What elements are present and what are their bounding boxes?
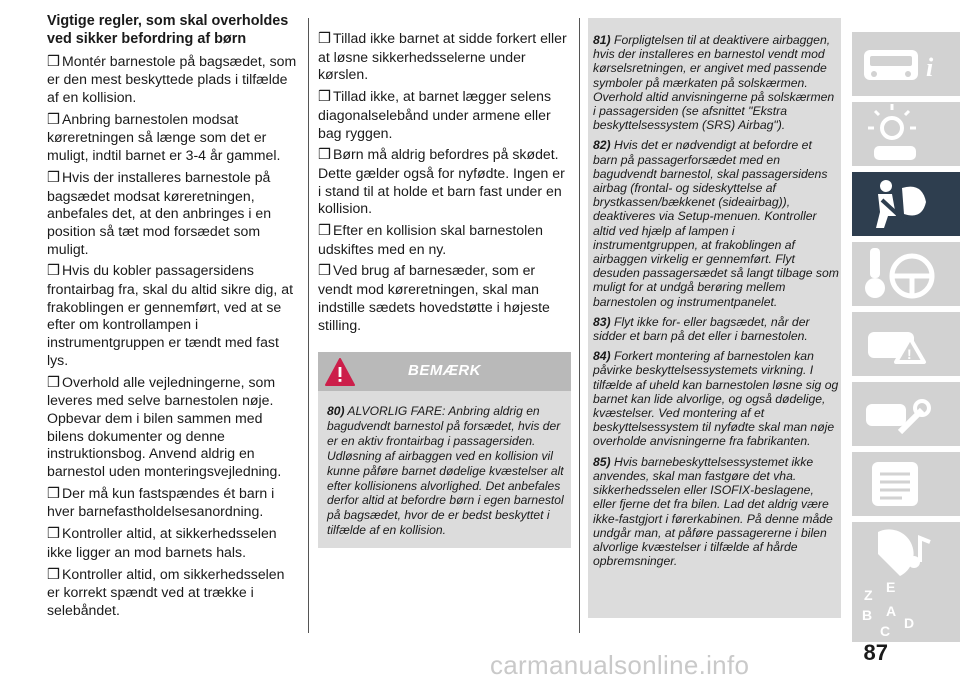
bullet-box-icon: ❒	[47, 53, 60, 70]
bullet-box-icon: ❒	[47, 111, 60, 128]
column-divider	[579, 18, 580, 633]
bullet-text: Tillad ikke, at barnet lægger selens diagonalselebånd under armene eller bag ryggen.	[318, 88, 552, 141]
svg-text:C: C	[880, 623, 891, 639]
tab-warning[interactable]	[852, 312, 960, 376]
note-body	[327, 404, 565, 538]
footnote-number: 84)	[593, 349, 611, 364]
bullet-item	[318, 146, 571, 218]
tab-maintenance[interactable]	[852, 382, 960, 446]
svg-text:E: E	[886, 579, 896, 595]
bullet-item	[47, 525, 299, 561]
svg-text:!: !	[907, 346, 912, 362]
note-title: BEMÆRK	[408, 362, 481, 379]
tab-tech-data[interactable]	[852, 452, 960, 516]
footnote-text: Hvis barnebeskyttelsessystemet ikke anvendes, skal man fastgøre det vha. sikkerhedsselen eller ISOFIX-beslagene, eller fjerne det fra bilen. Lad det aldrig være ikke-fastgjort i førerkabinen. På denne måde undgår man, at påføre passagererne i bilen alvorlige kvæstelser i tilfælde af hårde opbremsninger.	[593, 454, 833, 569]
note-text: ALVORLIG FARE: Anbring aldrig en bagudvendt barnestol på forsædet, hvis der er en aktiv frontairbag i passagersiden. Udløsning af airbaggen ved en kollision vil kunne påføre barnet dødelige kvæstelser alt efter kollisionens alvorlighed. Det anbefales derfor altid at befordre børn i egen barnestol på bagsædet, hvor de er bedst beskyttet i tilfælde af en kollision.	[327, 404, 564, 538]
footnote-text: Forkert montering af barnestolen kan påvirke beskyttelsessystemets virkning. I tilfælde af uheld kan barnestolen løsne sig og barnet kan lide alvorlige, og også dødelige, kvæstelser. Ved montering af et beskyttelsessystem til nyfødte skal man nøje overholde anvisningerne fra fabrikanten.	[593, 349, 839, 449]
footnote-item	[593, 138, 839, 308]
bullet-item	[47, 566, 299, 620]
bullet-text: Børn må aldrig befordres på skødet. Dette gælder også for nyfødte. Ingen er i stand til at holde et barn fast under en kollision.	[318, 146, 565, 217]
section-heading: Vigtige regler, som skal overholdes ved sikker befordring af børn	[47, 13, 289, 47]
bullet-box-icon: ❒	[47, 263, 60, 280]
bullet-box-icon: ❒	[47, 526, 60, 543]
bullet-box-icon: ❒	[47, 485, 60, 502]
tab-multimedia[interactable]	[852, 522, 960, 586]
svg-text:A: A	[886, 603, 897, 619]
bullet-text: Hvis du kobler passagersidens frontairbag fra, skal du altid sikre dig, at frakoblingen er gennemført, ved at se efter om kontrollampen i instrumentgruppen er tændt med fast lys.	[47, 262, 293, 368]
tab-start-drive[interactable]	[852, 242, 960, 306]
footnote-text: Flyt ikke for- eller bagsædet, når der sidder et barn på det eller i barnestolen.	[593, 314, 810, 344]
bullet-item	[47, 374, 299, 481]
footnote-text: Hvis det er nødvendigt at befordre et barn på passagerforsædet med en bagudvendt barnestol, skal passagersidens airbag (frontal- og sideskyttelse af brystkassen/bækkenet (sideairbag)), deaktiveres via Setup-menuen. Kontroller altid ved hjælp af lampen i instrumentgruppen, at frakoblingen af airbaggen virkelig er gennemført. Flyt desuden passagersædet så langt tilbage som muligt for at undgå berøring mellem barnestolen og instrumentpanelet.	[593, 138, 839, 309]
tab-car-info[interactable]	[852, 32, 960, 96]
footnote-item	[593, 455, 839, 569]
bullet-item	[47, 262, 299, 369]
footnote-item	[593, 315, 839, 343]
bullet-item	[318, 262, 571, 334]
multimedia-icon	[852, 522, 960, 586]
safety-airbag-icon	[852, 172, 960, 236]
bullet-text: Kontroller altid, om sikkerhedsselen er korrekt spændt ved at trække i selebåndet.	[47, 565, 285, 618]
footnote-number: 81)	[593, 33, 611, 47]
left-column	[47, 13, 299, 624]
bullet-box-icon: ❒	[47, 169, 60, 186]
bullet-item	[47, 111, 299, 165]
bullet-box-icon: ❒	[47, 374, 60, 391]
tab-dashboard[interactable]	[852, 102, 960, 166]
tab-index[interactable]	[852, 578, 960, 642]
svg-text:D: D	[904, 615, 915, 631]
bullet-box-icon: ❒	[47, 566, 60, 583]
bullet-text: Anbring barnestolen modsat køreretningen så længe som det er muligt, indtil barnet er 3-4 år gammel.	[47, 110, 281, 164]
tech-data-icon	[852, 452, 960, 516]
bullet-text: Montér barnestole på bagsædet, som er den mest beskyttede plads i tilfælde af en kollision.	[47, 52, 297, 105]
bullet-box-icon: ❒	[318, 263, 331, 280]
svg-text:i: i	[926, 53, 934, 82]
index-icon	[852, 578, 960, 642]
tab-safety[interactable]	[852, 172, 960, 236]
bullet-item	[47, 169, 299, 259]
page-number: 87	[863, 640, 888, 665]
maintenance-icon	[852, 382, 960, 446]
start-drive-icon	[852, 242, 960, 306]
footnotes-column	[593, 33, 839, 574]
bullet-item	[318, 222, 571, 258]
warning-icon	[852, 312, 960, 376]
footnote-text: Forpligtelsen til at deaktivere airbaggen, hvis der installeres en barnestol vendt mod kørselsretningen, er angivet med passende symboler på mærkaten på solskærmen. Overhold altid anvisningerne på solskærmen i passagersiden (se afsnittet "Ekstra beskyttelsessystem (SRS) Airbag").	[593, 33, 835, 133]
middle-column	[318, 30, 571, 338]
footnote-item	[593, 349, 839, 448]
bullet-text: Der må kun fastspændes ét barn i hver barnefastholdelsesanordning.	[47, 484, 275, 520]
footnote-item	[593, 33, 839, 132]
footnote-number: 85)	[593, 454, 611, 469]
bullet-text: Hvis der installeres barnestole på bagsædet modsat køreretningen, anbefales det, at den anbringes i en position så tæt mod forsædet som muligt.	[47, 168, 272, 257]
bullet-text: Kontroller altid, at sikkerhedsselen ikke ligger an mod barnets hals.	[47, 525, 277, 560]
bullet-box-icon: ❒	[318, 89, 331, 106]
bullet-item	[47, 485, 299, 521]
bullet-box-icon: ❒	[318, 147, 331, 164]
bullet-item	[47, 53, 299, 107]
note-header	[318, 352, 571, 391]
bullet-text: Tillad ikke barnet at sidde forkert eller at løsne sikkerhedsselerne under kørslen.	[318, 30, 567, 83]
bullet-box-icon: ❒	[318, 31, 331, 47]
bullet-item	[318, 88, 571, 142]
chapter-sidebar	[852, 16, 960, 639]
svg-text:B: B	[862, 607, 873, 623]
footnote-number: 82)	[593, 138, 611, 153]
bullet-item	[318, 30, 571, 84]
bullet-text: Ved brug af barnesæder, som er vendt mod køreretningen, skal man indstille sædets hovedstøtte i højeste stilling.	[318, 262, 550, 333]
car-info-icon	[852, 32, 960, 96]
dashboard-lights-icon	[852, 102, 960, 166]
bullet-box-icon: ❒	[318, 223, 331, 240]
footnote-number: 83)	[593, 314, 611, 329]
column-divider	[308, 18, 309, 633]
bullet-text: Overhold alle vejledningerne, som leveres med selve barnestolen nøje. Opbevar dem i bilen sammen med bilens dokumenter og denne instruktionsbog. Anvend aldrig en barnestol uden monteringsvejledning.	[47, 373, 282, 480]
note-number: 80)	[327, 404, 345, 418]
watermark: carmanualsonline.info	[490, 650, 750, 680]
svg-text:Z: Z	[864, 587, 873, 603]
bullet-text: Efter en kollision skal barnestolen udskiftes med en ny.	[318, 222, 543, 257]
